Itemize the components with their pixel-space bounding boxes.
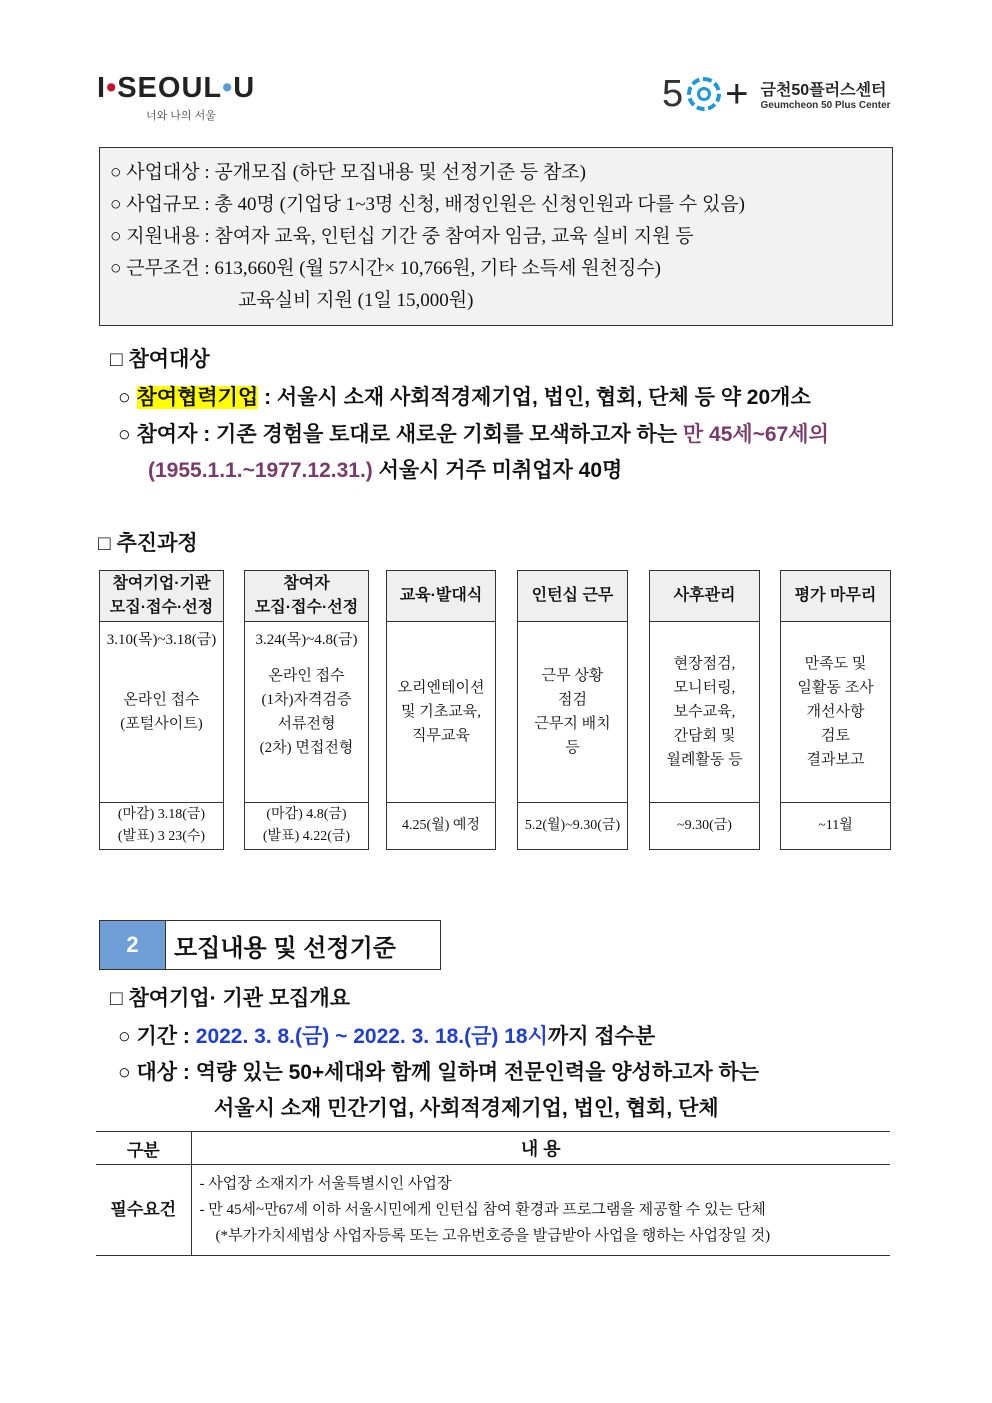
- step-body: [387, 622, 495, 802]
- step-text: 점검: [558, 692, 587, 708]
- step-text: 만족도 및: [804, 656, 867, 672]
- step-text: 모집·접수·선정: [254, 599, 359, 616]
- step-text: ~11월: [818, 818, 853, 833]
- step-body: [650, 622, 759, 802]
- period-line: [118, 1020, 655, 1050]
- period-value: 2022. 3. 8.(금) ~ 2022. 3. 18.(금) 18시: [195, 1025, 548, 1048]
- summary-line: ○ 근무조건 : 613,660원 (월 57시간× 10,766원, 기타 소득세 원천징수): [110, 258, 661, 279]
- step-body: [100, 622, 223, 802]
- step-text: (포털사이트): [120, 716, 203, 732]
- step-text: 개선사항: [806, 704, 865, 720]
- row-label: 필수요건: [96, 1165, 191, 1256]
- step-text: 평가 마무리: [794, 587, 877, 604]
- step-text: 모집·접수·선정: [109, 599, 214, 616]
- section-number: 2: [100, 921, 166, 969]
- center-logo: 5 + 금천50플러스센터 Geumcheon 50 Plus Center: [662, 72, 891, 116]
- process-step: [386, 570, 496, 850]
- summary-box: [99, 147, 893, 326]
- step-title: [100, 571, 223, 622]
- step-text: 근무 상황: [541, 668, 604, 684]
- sub-heading: □ 참여기업· 기관 모집개요: [110, 987, 351, 1010]
- row-item: - 사업장 소재지가 서울특별시인 사업장: [199, 1176, 452, 1192]
- participant-age: 만 45세~67세의: [682, 423, 829, 446]
- bullet: ○: [118, 386, 137, 409]
- seoul-logo: I•SEOUL•U: [97, 72, 256, 104]
- step-text: (1차)자격검증: [261, 692, 352, 708]
- step-title: [387, 571, 495, 622]
- step-text: 사후관리: [673, 587, 736, 604]
- step-title: [650, 571, 759, 622]
- process-step: [649, 570, 760, 850]
- section-2-header: [99, 920, 441, 970]
- summary-line: ○ 지원내용 : 참여자 교육, 인턴십 기간 중 참여자 임금, 교육 실비 지원 등: [110, 226, 694, 247]
- center-name-en: Geumcheon 50 Plus Center: [760, 100, 891, 111]
- process-heading: □ 추진과정: [98, 532, 198, 555]
- requirements-table: [96, 1131, 890, 1256]
- target-line-1: ○ 대상 : 역량 있는 50+세대와 함께 일하며 전문인력을 양성하고자 하는: [118, 1061, 760, 1084]
- step-title: [245, 571, 368, 622]
- step-text: 5.2(월)~9.30(금): [524, 818, 621, 833]
- step-text: (마감) 4.8(금): [266, 807, 347, 822]
- step-footer: [245, 802, 368, 849]
- row-item: (*부가가치세법상 사업자등록 또는 고유번호증을 발급받아 사업을 행하는 사업장일 것): [215, 1228, 771, 1244]
- step-text: 결과보고: [806, 752, 865, 768]
- step-text: 근무지 배치: [534, 716, 611, 732]
- process-step: [244, 570, 369, 850]
- step-text: 일활동 조사: [797, 680, 874, 696]
- step-footer: [781, 802, 890, 849]
- step-footer: [100, 802, 223, 849]
- step-footer: [518, 802, 627, 849]
- participant-range: (1955.1.1.~1977.12.31.): [148, 459, 373, 482]
- step-text: 서류전형: [277, 716, 336, 732]
- participant-line: [118, 418, 829, 448]
- step-text: 보수교육,: [673, 704, 736, 720]
- center-name-ko: 금천50플러스센터: [760, 82, 887, 99]
- step-body: [518, 622, 627, 802]
- partner-text: : 서울시 소재 사회적경제기업, 법인, 협회, 단체 등 약 20개소: [258, 386, 811, 409]
- header-content: 내 용: [191, 1132, 890, 1165]
- targets-heading: □ 참여대상: [110, 348, 210, 371]
- step-body: [245, 622, 368, 802]
- step-text: 검토: [821, 728, 850, 744]
- step-text: (2차) 면접전형: [259, 740, 354, 756]
- step-text: (발표) 4.22(금): [262, 829, 351, 844]
- target-line-2: 서울시 소재 민간기업, 사회적경제기업, 법인, 협회, 단체: [214, 1097, 719, 1120]
- step-text: (발표) 3 23(수): [117, 829, 206, 844]
- partner-label: 참여협력기업: [136, 386, 259, 409]
- section-title: 모집내용 및 선정기준: [174, 934, 396, 962]
- step-text: 간담회 및: [673, 728, 736, 744]
- step-text: 등: [565, 740, 580, 756]
- step-text: 참여기업·기관: [112, 575, 211, 592]
- period-label: ○ 기간 :: [118, 1025, 196, 1048]
- table-row: [96, 1165, 890, 1256]
- period-suffix: 까지 접수분: [547, 1025, 656, 1048]
- step-text: (마감) 3.18(금): [117, 807, 206, 822]
- participant-line-2: [148, 454, 622, 484]
- step-text: 및 기초교육,: [401, 704, 481, 720]
- process-step: [517, 570, 628, 850]
- step-body: [781, 622, 890, 802]
- header-category: 구분: [96, 1132, 191, 1165]
- step-text: 참여자: [283, 575, 330, 592]
- step-date: 3.10(목)~3.18(금): [106, 632, 217, 648]
- step-footer: [650, 802, 759, 849]
- step-title: [518, 571, 627, 622]
- step-text: 4.25(월) 예정: [402, 818, 480, 833]
- summary-line: ○ 사업규모 : 총 40명 (기업당 1~3명 신청, 배정인원은 신청인원과 다를 수 있음): [110, 194, 745, 215]
- process-step: [99, 570, 224, 850]
- participant-text: ○ 참여자 : 기존 경험을 토대로 새로운 기회를 모색하고자 하는: [118, 423, 683, 446]
- process-step: [780, 570, 891, 850]
- step-text: 온라인 접수: [268, 668, 345, 684]
- step-date: 3.24(목)~4.8(금): [255, 632, 358, 648]
- step-text: 모니터링,: [673, 680, 736, 696]
- step-text: 오리엔테이션: [397, 680, 485, 696]
- step-text: 온라인 접수: [123, 692, 200, 708]
- step-text: 현장점검,: [673, 656, 736, 672]
- seoul-logo-sub: 너와 나의 서울: [146, 110, 216, 122]
- step-text: 인턴십 근무: [531, 587, 614, 604]
- step-footer: [387, 802, 495, 849]
- step-text: 월례활동 등: [666, 752, 743, 768]
- summary-line: 교육실비 지원 (1일 15,000원): [238, 290, 474, 311]
- ring-icon: [687, 77, 721, 111]
- step-text: ~9.30(금): [677, 818, 732, 833]
- row-item: - 만 45세~만67세 이하 서울시민에게 인턴십 참여 환경과 프로그램을 제공할 수 있는 단체: [199, 1202, 766, 1218]
- step-text: 직무교육: [412, 728, 470, 744]
- partner-line: [118, 381, 811, 411]
- step-title: [781, 571, 890, 622]
- summary-line: ○ 사업대상 : 공개모집 (하단 모집내용 및 선정기준 등 참조): [110, 162, 586, 183]
- participant-rest: 서울시 거주 미취업자 40명: [372, 459, 623, 482]
- step-text: 교육·발대식: [399, 587, 483, 604]
